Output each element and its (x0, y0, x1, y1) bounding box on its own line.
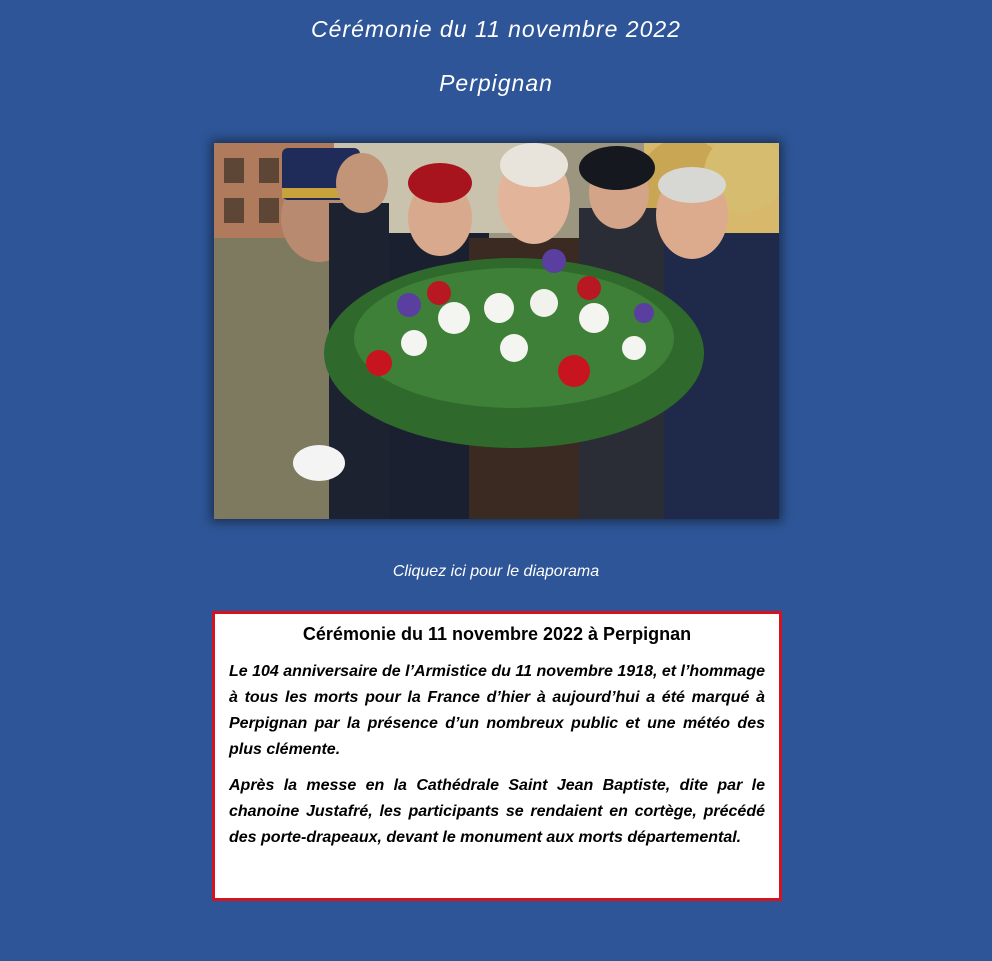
ceremony-photo[interactable] (214, 143, 779, 519)
article-box (212, 611, 782, 901)
article-paragraph-2: Après la messe en la Cathédrale Saint Jean Baptiste, dite par le chanoine Justafré, les participants se rendaient en cortège, précédé des porte-drapeaux, devant le monument aux morts départemental. (229, 777, 765, 846)
slideshow-link[interactable]: Cliquez ici pour le diaporama (392, 563, 600, 580)
page-title: Cérémonie du 11 novembre 2022 (311, 16, 681, 42)
article-paragraph-1: Le 104 anniversaire de l’Armistice du 11 novembre 1918, et l’hommage à tous les morts pour la France d’hier à aujourd’hui a été marqué à Perpignan par la présence d’un nombreux public et une météo des plus clémente. (229, 663, 765, 758)
article-title: Cérémonie du 11 novembre 2022 à Perpignan (302, 624, 692, 644)
ceremony-photo-illustration (214, 143, 779, 519)
page-subtitle-city: Perpignan (439, 70, 553, 96)
